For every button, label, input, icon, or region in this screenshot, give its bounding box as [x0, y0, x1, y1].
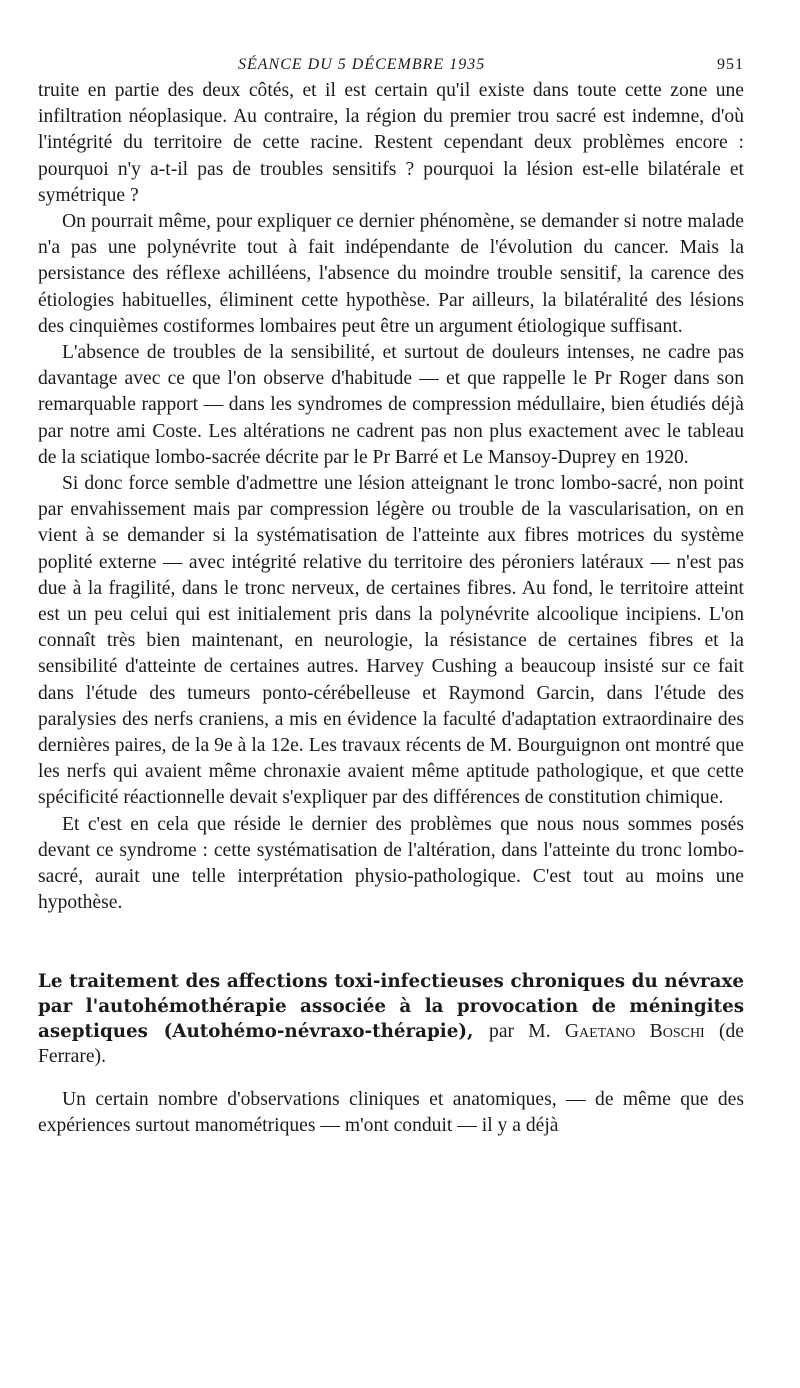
running-title: SÉANCE DU 5 DÉCEMBRE 1935	[238, 56, 486, 73]
section-heading	[38, 969, 744, 1069]
page-number: 951	[717, 56, 744, 73]
author-name: Gaetano Boschi	[564, 1020, 705, 1042]
paragraph: Et c'est en cela que réside le dernier des problèmes que nous nous sommes posés devant ce syndrome : cette systématisation de l'altération, dans l'atteinte du tronc lombo-sacré, aurait une telle interprétation physio-pathologique. C'est tout au moins une hypothèse.	[38, 813, 744, 914]
author-line	[489, 1021, 719, 1042]
paragraph: Si donc force semble d'admettre une lésion atteignant le tronc lombo-sacré, non point par envahissement mais par compression légère ou trouble de la vascularisation, on en vient à se demander si la systématisation de l'atteinte aux fibres motrices du système poplité externe — avec intégrité relative du territoire des péroniers latéraux — n'est pas due à la fragilité, dans le tronc nerveux, de certaines fibres. Au fond, le territoire atteint est un peu celui qui est initialement pris dans la polynévrite alcoolique incipiens. L'on connaît très bien maintenant, en neurologie, la résistance de certaines fibres et la sensibilité d'atteinte de certaines autres. Harvey Cushing a beaucoup insisté sur ce fait dans l'étude des tumeurs ponto-cérébelleuse et Raymond Garcin, dans l'étude des paralysies des nerfs craniens, a mis en évidence la faculté d'adaptation extraordinaire des dernières paires, de la 9e à la 12e. Les travaux récents de M. Bourguignon ont montré que les nerfs qui avaient même chronaxie avaient même aptitude pathologique, et que cette spécificité réactionnelle devait s'expliquer par des différences de constitution chimique.	[38, 473, 744, 809]
paragraph: Un certain nombre d'observations cliniques et anatomiques, — de même que des expériences surtout manométriques — m'ont conduit — il y a déjà	[38, 1088, 744, 1136]
author-origin: (de Ferrare).	[38, 1020, 744, 1067]
paragraph: L'absence de troubles de la sensibilité, et surtout de douleurs intenses, ne cadre pas davantage avec ce que l'on observe d'habitude — et que rappelle le Pr Roger dans son remarquable rapport — dans les syndromes de compression médullaire, bien étudiés déjà par notre ami Coste. Les altérations ne cadrent pas non plus exactement avec le tableau de la sciatique lombo-sacrée décrite par le Pr Barré et Le Mansoy-Duprey en 1920.	[38, 342, 744, 468]
article-body	[38, 78, 744, 917]
running-head	[38, 52, 744, 78]
section-title: Le traitement des affections toxi-infectieuses chroniques du névraxe par l'autohémothérapie associée à la provocation de méningites aseptiques (Autohémo-névraxo-thérapie),	[38, 970, 744, 1042]
paragraph: On pourrait même, pour expliquer ce dernier phénomène, se demander si notre malade n'a pas une polynévrite tout à fait indépendante de l'évolution du cancer. Mais la persistance des réflexe achilléens, l'absence du moindre trouble sensitif, la carence des étiologies habituelles, éliminent cette hypothèse. Par ailleurs, la bilatéralité des lésions des cinquièmes costiformes lombaires peut être un argument étiologique suffisant.	[38, 211, 744, 337]
journal-page	[38, 52, 744, 1139]
author-prefix: par M.	[489, 1020, 551, 1042]
paragraph: truite en partie des deux côtés, et il est certain qu'il existe dans toute cette zone une infiltration néoplasique. Au contraire, la région du premier trou sacré est indemne, d'où l'intégrité du territoire de cette racine. Restent cependant deux problèmes encore : pourquoi n'y a-t-il pas de troubles sensitifs ? pourquoi la lésion est-elle bilatérale et symétrique ?	[38, 80, 744, 206]
section-body	[38, 1087, 744, 1139]
